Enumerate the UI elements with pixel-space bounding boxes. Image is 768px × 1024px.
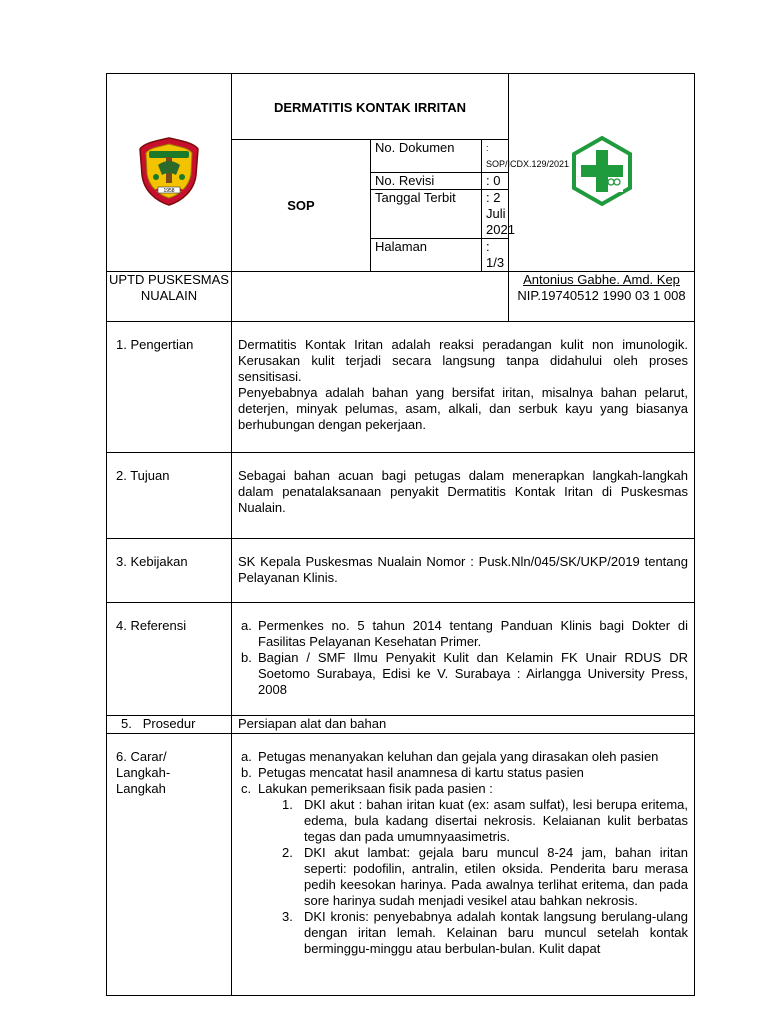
title-cell [232, 74, 570, 272]
meta-value: : 2 Juli 2021 [482, 190, 509, 239]
sublist-text: DKI akut lambat: gejala baru muncul 8-24 jam, bahan iritan seperti: podofilin, antralin, etilen oksida. Penderita baru merasa pedih keesokan harinya. Pada awalnya terlihat eritema, dan pada sore harinya sudah menjadi vesikel atau bahkan nekrosis. [304, 845, 688, 908]
puskesmas-logo [570, 135, 634, 207]
section-label-tujuan: 2. Tujuan [107, 453, 232, 539]
list-text: Lakukan pemeriksaan fisik pada pasien : [258, 781, 493, 796]
sublist-marker: 3. [282, 909, 293, 924]
meta-value: : 1/3 [482, 239, 509, 272]
meta-value: : 0 [482, 173, 509, 190]
right-logo-cell [509, 74, 695, 272]
referensi-list [238, 618, 688, 698]
meta-label: Tanggal Terbit [371, 190, 482, 239]
empty-cell [232, 272, 509, 322]
sublist-item [238, 909, 688, 957]
pengertian-paragraph-2: Penyebabnya adalah bahan yang bersifat iritan, misalnya bahan pelarut, deterjen, minyak pelumas, asam, alkali, dan serbuk kayu yang biasanya berhubungan dengan pekerjaan. [238, 385, 688, 432]
left-logo-cell [107, 74, 232, 272]
section-content-langkah [232, 734, 695, 996]
section-label-langkah: 6. Carar/ Langkah-Langkah [107, 734, 232, 996]
list-text: Petugas mencatat hasil anamnesa di kartu status pasien [258, 765, 584, 780]
sublist-text: DKI kronis: penyebabnya adalah kontak langsung berulang-ulang dengan iritan lemah. Kelainan baru muncul setelah kontak berminggu-minggu atau berbulan-bulan. Kulit dapat [304, 909, 688, 956]
org-name: UPTD PUSKESMAS NUALAIN [107, 272, 232, 322]
list-marker: b. [241, 650, 252, 665]
sublist-text: DKI akut : bahan iritan kuat (ex: asam sulfat), lesi berupa eritema, edema, bula kadang disertai nekrosis. Kelaianan kulit berbatas tegas dan pada umumnyaasimetris. [304, 797, 688, 844]
document-title: DERMATITIS KONTAK IRRITAN [273, 100, 467, 115]
section-label-referensi: 4. Referensi [107, 603, 232, 716]
section-content-prosedur: Persiapan alat dan bahan [232, 716, 695, 734]
pemeriksaan-sublist [238, 797, 688, 957]
section-label-pengertian: 1. Pengertian [107, 322, 232, 453]
signatory-name: Antonius Gabhe. Amd. Kep [523, 272, 680, 287]
list-item [238, 765, 688, 781]
section-content-kebijakan: SK Kepala Puskesmas Nualain Nomor : Pusk.Nln/045/SK/UKP/2019 tentang Pelayanan Klinis. [232, 539, 695, 603]
list-item [238, 650, 688, 698]
sublist-item [238, 797, 688, 845]
list-marker: a. [241, 749, 252, 764]
meta-label: Halaman [371, 239, 482, 272]
list-item [238, 749, 688, 765]
list-marker: c. [241, 781, 252, 796]
list-item [238, 618, 688, 650]
meta-row [371, 140, 509, 173]
meta-label: No. Dokumen [371, 140, 482, 173]
section-content-pengertian [232, 322, 695, 453]
signatory-cell [509, 272, 695, 322]
section-content-tujuan: Sebagai bahan acuan bagi petugas dalam menerapkan langkah-langkah dalam penatalaksanaan penyakit Dermatitis Kontak Iritan di Puskesmas Nualain. [232, 453, 695, 539]
pengertian-paragraph-1: Dermatitis Kontak Iritan adalah reaksi peradangan kulit non imunologik. Kerusakan kulit terjadi secara langsung tanpa didahului oleh proses sensitisasi. [238, 337, 688, 384]
meta-cell [370, 140, 570, 272]
meta-label: No. Revisi [371, 173, 482, 190]
list-marker: b. [241, 765, 252, 780]
signatory-nip: NIP.19740512 1990 03 1 008 [517, 288, 686, 303]
sublist-item [238, 845, 688, 909]
prosedur-label: Prosedur [142, 716, 196, 731]
meta-row [371, 190, 509, 239]
sop-label: SOP [232, 140, 370, 272]
document-meta-table [370, 140, 570, 271]
list-text: Bagian / SMF Ilmu Penyakit Kulit dan Kelamin FK Unair RDUS DR Soetomo Surabaya, Edisi ke V. Surabaya : Airlangga University Press, 2008 [258, 650, 688, 697]
prosedur-number: 5. [121, 716, 132, 731]
regency-emblem-logo [136, 135, 202, 207]
sublist-marker: 1. [282, 797, 293, 812]
meta-value: : SOP/ICDX.129/2021 [482, 140, 509, 173]
meta-row [371, 239, 509, 272]
list-text: Permenkes no. 5 tahun 2014 tentang Panduan Klinis bagi Dokter di Fasilitas Pelayanan Kesehatan Primer. [258, 618, 688, 649]
list-marker: a. [241, 618, 252, 633]
list-item [238, 781, 688, 797]
emblem-year-text: 1958 [163, 188, 175, 194]
section-label-prosedur [107, 716, 232, 734]
meta-row [371, 173, 509, 190]
sop-document [106, 73, 694, 996]
list-text: Petugas menanyakan keluhan dan gejala yang dirasakan oleh pasien [258, 749, 659, 764]
section-label-kebijakan: 3. Kebijakan [107, 539, 232, 603]
section-content-referensi [232, 603, 695, 716]
langkah-list [238, 749, 688, 797]
sublist-marker: 2. [282, 845, 293, 860]
